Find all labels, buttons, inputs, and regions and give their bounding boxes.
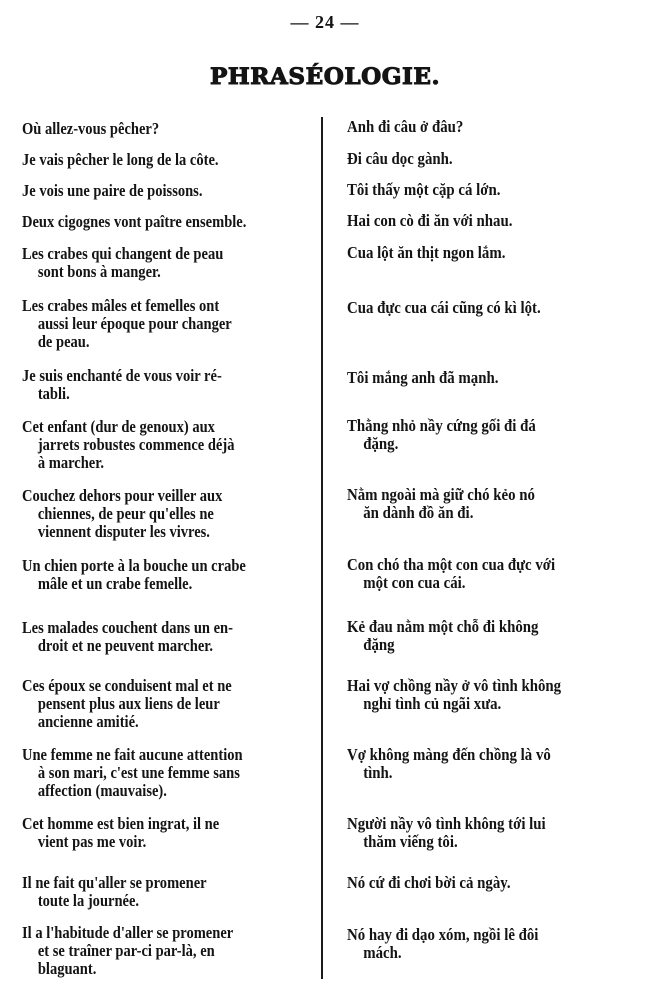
french-phrase-line: Je suis enchanté de vous voir ré- — [22, 366, 222, 385]
vietnamese-phrase-line: tình. — [363, 763, 393, 782]
vietnamese-phrase-line: Người nầy vô tình không tới lui — [347, 814, 546, 833]
french-phrase-line: Où allez-vous pêcher? — [22, 119, 160, 138]
french-phrase-line: Ces époux se conduisent mal et ne — [22, 676, 232, 695]
vietnamese-phrase-line: Thằng nhỏ nầy cứng gối đi đá — [347, 416, 536, 435]
french-phrase-line: chiennes, de peur qu'elles ne — [37, 504, 214, 523]
french-phrase — [22, 487, 297, 541]
french-phrase-line: ancienne amitié. — [37, 712, 139, 731]
vietnamese-phrase-line: Nằm ngoài mà giữ chó kẻo nó — [347, 485, 535, 504]
french-phrase-line: affection (mauvaise). — [37, 781, 167, 800]
french-phrase — [22, 297, 297, 351]
vietnamese-phrase — [347, 486, 625, 522]
vietnamese-phrase — [347, 926, 625, 962]
vietnamese-phrase — [347, 118, 625, 136]
french-phrase — [22, 213, 297, 231]
vietnamese-phrase-line: Hai con cò đi ăn với nhau. — [347, 211, 513, 230]
vietnamese-phrase — [347, 556, 625, 592]
french-phrase-line: Il a l'habitude d'aller se promener — [22, 923, 234, 942]
vietnamese-phrase — [347, 181, 625, 199]
vietnamese-phrase — [347, 746, 625, 782]
vietnamese-phrase — [347, 815, 625, 851]
french-phrase — [22, 746, 297, 800]
french-phrase-line: viennent disputer les vivres. — [37, 522, 210, 541]
french-phrase-line: sont bons à manger. — [37, 262, 161, 281]
french-phrase-line: blaguant. — [37, 959, 97, 978]
vietnamese-phrase — [347, 212, 625, 230]
french-phrase-line: Les crabes qui changent de peau — [22, 244, 224, 263]
french-phrase — [22, 151, 297, 169]
french-phrase-line: et se traîner par-ci par-là, en — [37, 941, 215, 960]
vietnamese-phrase — [347, 299, 625, 317]
french-phrase — [22, 182, 297, 200]
french-phrase-line: aussi leur époque pour changer — [37, 314, 232, 333]
french-phrase-line: Je vois une paire de poissons. — [22, 181, 203, 200]
vietnamese-phrase-line: Con chó tha một con cua đực với — [347, 555, 556, 574]
french-phrase-line: Les crabes mâles et femelles ont — [22, 296, 220, 315]
french-phrase-line: pensent plus aux liens de leur — [37, 694, 220, 713]
vietnamese-phrase-line: Cua lột ăn thịt ngon lắm. — [347, 243, 506, 262]
page-title: PHRASÉOLOGIE. — [209, 64, 441, 90]
french-phrase-line: Une femme ne fait aucune attention — [22, 745, 243, 764]
french-phrase-line: Un chien porte à la bouche un crabe — [22, 556, 246, 575]
french-phrase-line: Cet homme est bien ingrat, il ne — [22, 814, 220, 833]
french-phrase — [22, 557, 297, 593]
vietnamese-phrase-line: Cua đực cua cái cũng có kì lột. — [347, 298, 541, 317]
vietnamese-phrase — [347, 150, 625, 168]
french-phrase-line: de peau. — [37, 332, 90, 351]
french-phrase-line: à son mari, c'est une femme sans — [37, 763, 240, 782]
french-phrase-line: jarrets robustes commence déjà — [37, 435, 235, 454]
french-phrase — [22, 245, 297, 281]
french-phrase-line: Couchez dehors pour veiller aux — [22, 486, 223, 505]
vietnamese-phrase-line: đặng. — [363, 434, 399, 453]
vietnamese-phrase — [347, 417, 625, 453]
french-phrase-line: mâle et un crabe femelle. — [37, 574, 193, 593]
french-phrase-line: Les malades couchent dans un en- — [22, 618, 233, 637]
french-phrase — [22, 418, 297, 472]
vietnamese-phrase — [347, 618, 625, 654]
page-number: — 24 — — [290, 12, 360, 32]
french-phrase-line: à marcher. — [37, 453, 104, 472]
vietnamese-phrase — [347, 874, 625, 892]
vietnamese-phrase-line: Nó hay đi dạo xóm, ngồi lê đôi — [347, 925, 539, 944]
french-phrase — [22, 120, 297, 138]
french-phrase-line: droit et ne peuvent marcher. — [37, 636, 214, 655]
vietnamese-phrase-line: Tôi mắng anh đã mạnh. — [347, 368, 499, 387]
french-phrase — [22, 367, 297, 403]
vietnamese-phrase-line: thăm viếng tôi. — [363, 832, 458, 851]
vietnamese-phrase-line: Hai vợ chồng nầy ở vô tình không — [347, 676, 562, 695]
french-phrase — [22, 815, 297, 851]
french-phrase-line: vient pas me voir. — [37, 832, 147, 851]
vietnamese-phrase-line: Nó cứ đi chơi bời cả ngày. — [347, 873, 511, 892]
vietnamese-phrase-line: mách. — [363, 943, 402, 962]
french-phrase — [22, 874, 297, 910]
french-phrase — [22, 619, 297, 655]
vietnamese-phrase — [347, 244, 625, 262]
vietnamese-phrase-line: Anh đi câu ở đâu? — [347, 117, 464, 136]
french-phrase — [22, 924, 297, 978]
vietnamese-phrase-line: một con cua cái. — [363, 573, 466, 592]
vietnamese-phrase — [347, 369, 625, 387]
french-phrase-line: toute la journée. — [37, 891, 140, 910]
vietnamese-phrase-line: nghỉ tình củ ngãi xưa. — [363, 694, 502, 713]
vietnamese-phrase-line: Đi câu dọc gành. — [347, 149, 453, 168]
vietnamese-phrase-line: ăn dành đồ ăn đi. — [363, 503, 474, 522]
french-phrase — [22, 677, 297, 731]
french-phrase-line: Deux cigognes vont paître ensemble. — [22, 212, 247, 231]
french-phrase-line: tabli. — [37, 384, 70, 403]
vietnamese-phrase-line: Vợ không màng đến chồng là vô — [347, 745, 551, 764]
french-phrase-line: Il ne fait qu'aller se promener — [22, 873, 207, 892]
vietnamese-phrase-line: Kẻ đau nằm một chỗ đi không — [347, 617, 539, 636]
vietnamese-phrase-line: Tôi thấy một cặp cá lớn. — [347, 180, 501, 199]
vietnamese-phrase-line: đặng — [363, 635, 395, 654]
column-divider — [321, 117, 323, 979]
vietnamese-phrase — [347, 677, 625, 713]
french-phrase-line: Cet enfant (dur de genoux) aux — [22, 417, 215, 436]
french-phrase-line: Je vais pêcher le long de la côte. — [22, 150, 219, 169]
